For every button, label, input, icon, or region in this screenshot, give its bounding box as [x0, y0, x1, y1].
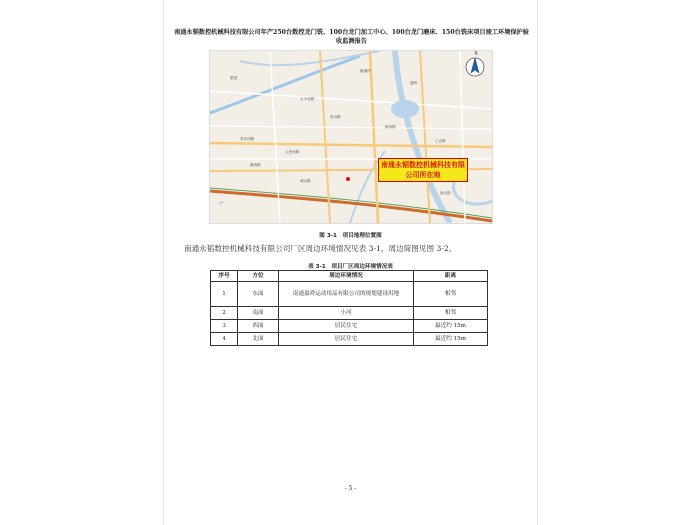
map-label: 青年西路: [240, 137, 255, 141]
table-row: [211, 282, 488, 307]
report-header-title: 南通永韬数控机械科技有限公司年产250台数控龙门铣、100台龙门加工中心、100台龙门磨床、150台铣床项目竣工环境保护验收监测报告: [174, 29, 529, 45]
table-cell: 西面: [238, 320, 279, 333]
document-page: [163, 0, 538, 525]
header-cell: 周边环境情况: [279, 271, 414, 282]
map-label: 工农路: [435, 139, 446, 143]
table-cell: 1: [211, 282, 238, 307]
table-caption: 表 3-1 项目厂区周边环境情况表: [308, 264, 393, 270]
map-label: 通州: [410, 81, 418, 85]
table-row: [211, 333, 488, 346]
surroundings-table: [210, 270, 488, 346]
table-cell: 南通嘉舜运动用品有限公司的规划建设用地: [279, 282, 414, 307]
figure-caption: 图 3-1 项目地理位置图: [319, 233, 382, 239]
map-label: 新港村: [360, 69, 371, 73]
map-label: 城山路: [300, 179, 311, 183]
header-cell: 方位: [238, 271, 279, 282]
map-label: 太平北路: [300, 97, 315, 101]
north-label: 北: [474, 51, 478, 55]
table-row: [211, 320, 488, 333]
table-cell: 最近约 15m: [414, 333, 488, 346]
map-label: 果园: [230, 76, 238, 80]
map-label: 八厂: [218, 201, 226, 205]
table-cell: 居民住宅: [279, 320, 414, 333]
site-callout-label: 南通永韬数控机械科技有限公司所在地: [378, 158, 468, 182]
body-paragraph: 南通永韬数控机械科技有限公司厂区周边环境情况见表 3-1，周边简图见图 3-2。: [184, 244, 457, 253]
map-label: 濠西路: [250, 163, 261, 167]
north-arrow-icon: [464, 55, 486, 77]
page-number: - 5 -: [344, 485, 357, 492]
location-map: [209, 50, 493, 224]
table-cell: 北面: [238, 333, 279, 346]
table-cell: 东面: [238, 282, 279, 307]
header-cell: 序号: [211, 271, 238, 282]
table-cell: 2: [211, 307, 238, 320]
table-header-row: [211, 271, 488, 282]
table-cell: 最近约 15m: [414, 320, 488, 333]
table-cell: 居民住宅: [279, 333, 414, 346]
header-cell: 距离: [414, 271, 488, 282]
location-pin-icon: [346, 177, 350, 181]
table-cell: 4: [211, 333, 238, 346]
map-label: 崇川路: [330, 115, 341, 119]
table-cell: 相邻: [414, 307, 488, 320]
table-cell: 小河: [279, 307, 414, 320]
table-cell: 南面: [238, 307, 279, 320]
table-cell: 3: [211, 320, 238, 333]
table-cell: 相邻: [414, 282, 488, 307]
map-label: 桃坞路: [385, 125, 396, 129]
map-label: 南大街: [440, 191, 451, 195]
map-label: 人民西路: [285, 150, 300, 154]
table-row: [211, 307, 488, 320]
